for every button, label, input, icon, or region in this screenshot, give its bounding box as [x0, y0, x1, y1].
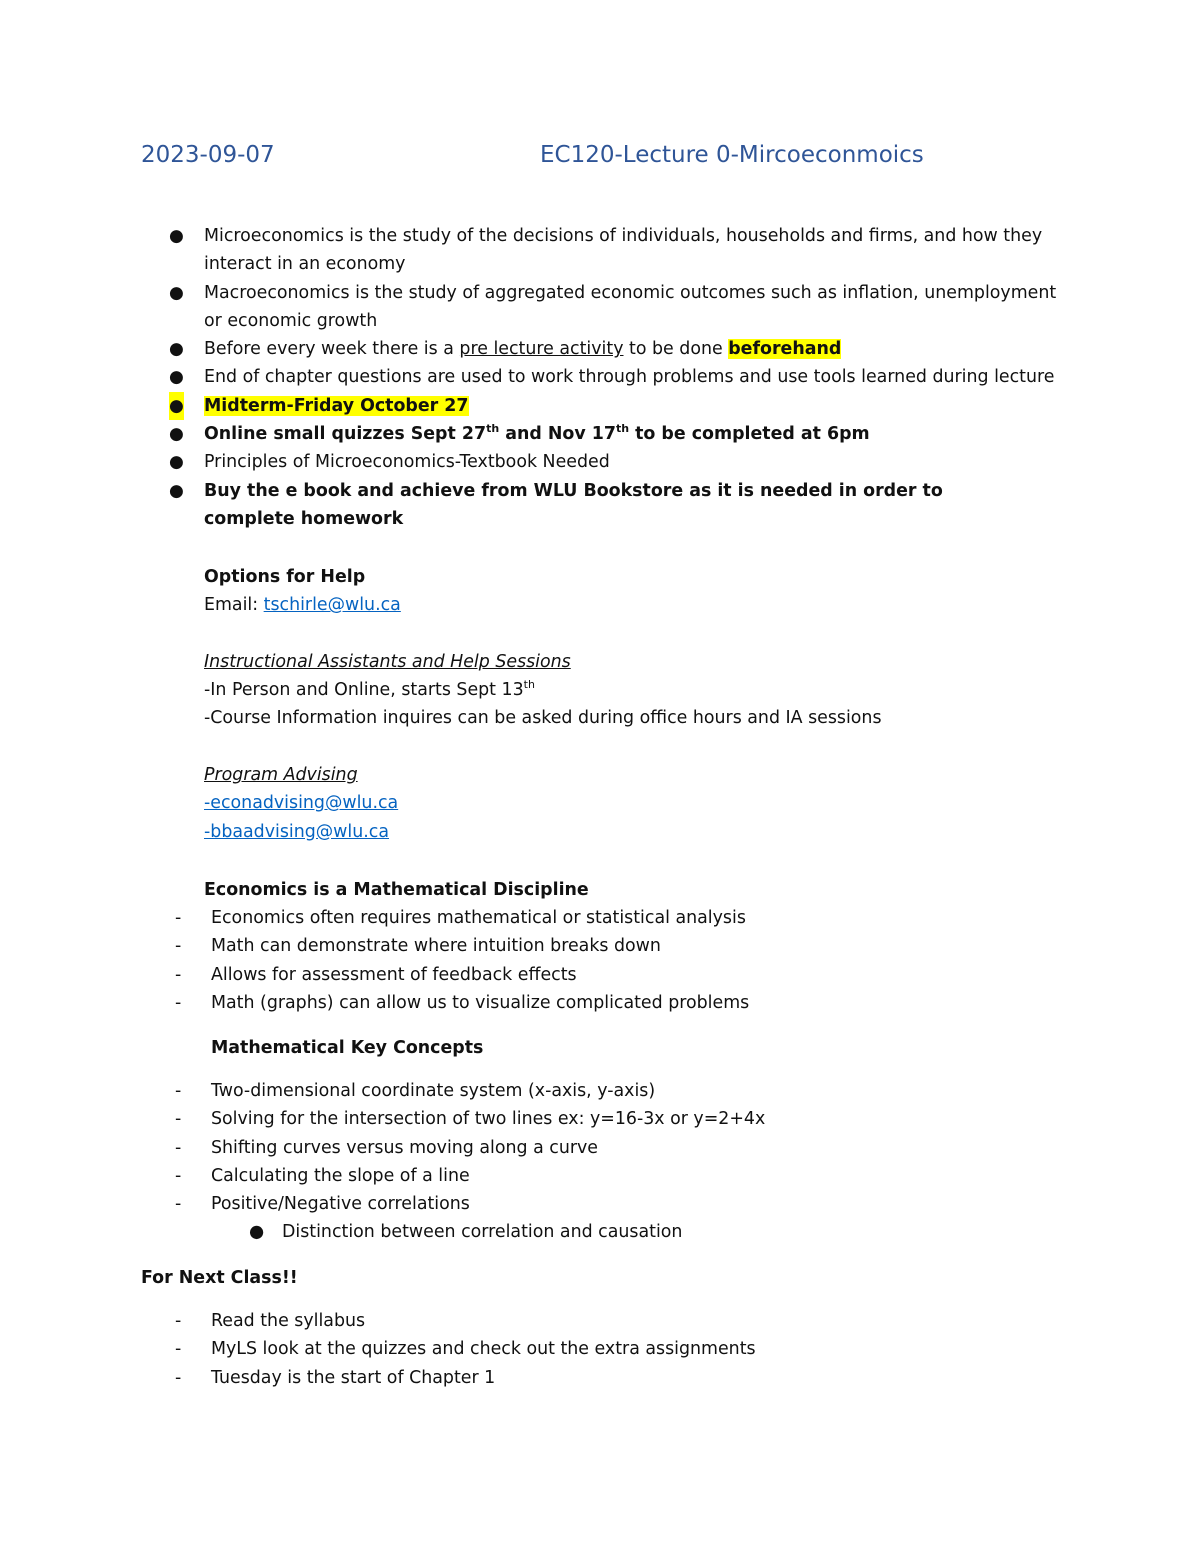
help-section [204, 563, 1104, 846]
next-class-heading: For Next Class!! [141, 1268, 298, 1288]
list-item: - Two-dimensional coordinate system (x-axis, y-axis) [175, 1081, 656, 1101]
list-item: ● Before every week there is a pre lecture activity to be done beforehand [0, 335, 1064, 363]
pre-lecture-activity-text: pre lecture activity [459, 339, 624, 360]
bullet-icon: ● [169, 226, 184, 246]
sub-list-item: ● Distinction between correlation and causation [0, 1218, 1200, 1246]
bullet-icon: ● [169, 452, 184, 473]
email-line: Email: tschirle@wlu.ca [204, 595, 401, 616]
list-item: - Economics often requires mathematical or statistical analysis [175, 908, 746, 928]
list-item: ● Principles of Microeconomics-Textbook Needed [0, 448, 1064, 476]
beforehand-highlight: beforehand [728, 339, 842, 360]
list-item: - Allows for assessment of feedback effects [175, 964, 577, 985]
econ-math-heading: Economics is a Mathematical Discipline [204, 880, 589, 900]
key-concepts-heading: Mathematical Key Concepts [211, 1038, 484, 1058]
list-item: - Shifting curves versus moving along a curve [175, 1137, 598, 1158]
bullet-icon: ● [169, 424, 184, 445]
quizzes-list-item: ● Online small quizzes Sept 27th and Nov 17th to be completed at 6pm [0, 420, 1064, 448]
list-item: - Read the syllabus [175, 1311, 366, 1331]
bullet-icon: ● [249, 1222, 265, 1243]
econ-advising-link[interactable]: -econadvising@wlu.ca [204, 793, 399, 814]
list-item: ● Microeconomics is the study of the decisions of individuals, households and firms, and how they interact in an economy [0, 222, 1064, 279]
list-item: - Positive/Negative correlations [175, 1194, 470, 1215]
list-item: ● Macroeconomics is the study of aggregated economic outcomes such as inflation, unemployment or economic growth [0, 279, 1064, 336]
bullet-icon: ● [169, 480, 184, 501]
list-item: - Tuesday is the start of Chapter 1 [175, 1367, 496, 1388]
midterm-list-item: ● Midterm-Friday October 27 [0, 392, 1064, 420]
course-title: EC120-Lecture 0-Mircoeconmoics [540, 142, 924, 168]
bullet-icon: ● [169, 367, 184, 388]
list-item: ● End of chapter questions are used to work through problems and use tools learned during lecture [0, 363, 1064, 391]
document-title-row [141, 142, 1141, 182]
ia-line-2: -Course Information inquires can be asked during office hours and IA sessions [204, 708, 882, 729]
next-class-list [0, 1307, 1200, 1392]
lecture-date: 2023-09-07 [141, 142, 275, 168]
key-concepts-list [0, 1077, 1200, 1247]
email-link[interactable]: tschirle@wlu.ca [263, 595, 401, 616]
list-item: - Math can demonstrate where intuition breaks down [175, 936, 661, 957]
intro-bullet-list [0, 222, 1200, 533]
econ-math-list [0, 904, 1200, 1017]
help-heading: Options for Help [204, 567, 366, 587]
list-item: - Calculating the slope of a line [175, 1165, 470, 1186]
ebook-list-item: ● Buy the e book and achieve from WLU Bookstore as it is needed in order to complete homework [0, 477, 984, 534]
bullet-icon: ● [169, 392, 184, 420]
bba-advising-link[interactable]: -bbaadvising@wlu.ca [204, 821, 389, 842]
list-item: - Math (graphs) can allow us to visualize complicated problems [175, 992, 750, 1013]
ia-line-1: -In Person and Online, starts Sept 13th [204, 678, 535, 701]
bullet-icon: ● [169, 339, 184, 360]
ia-heading: Instructional Assistants and Help Sessions [204, 651, 571, 672]
list-item: - MyLS look at the quizzes and check out the extra assignments [175, 1339, 756, 1360]
advising-heading: Program Advising [204, 765, 358, 786]
list-item: - Solving for the intersection of two lines ex: y=16-3x or y=2+4x [175, 1109, 766, 1130]
bullet-icon: ● [169, 282, 184, 303]
